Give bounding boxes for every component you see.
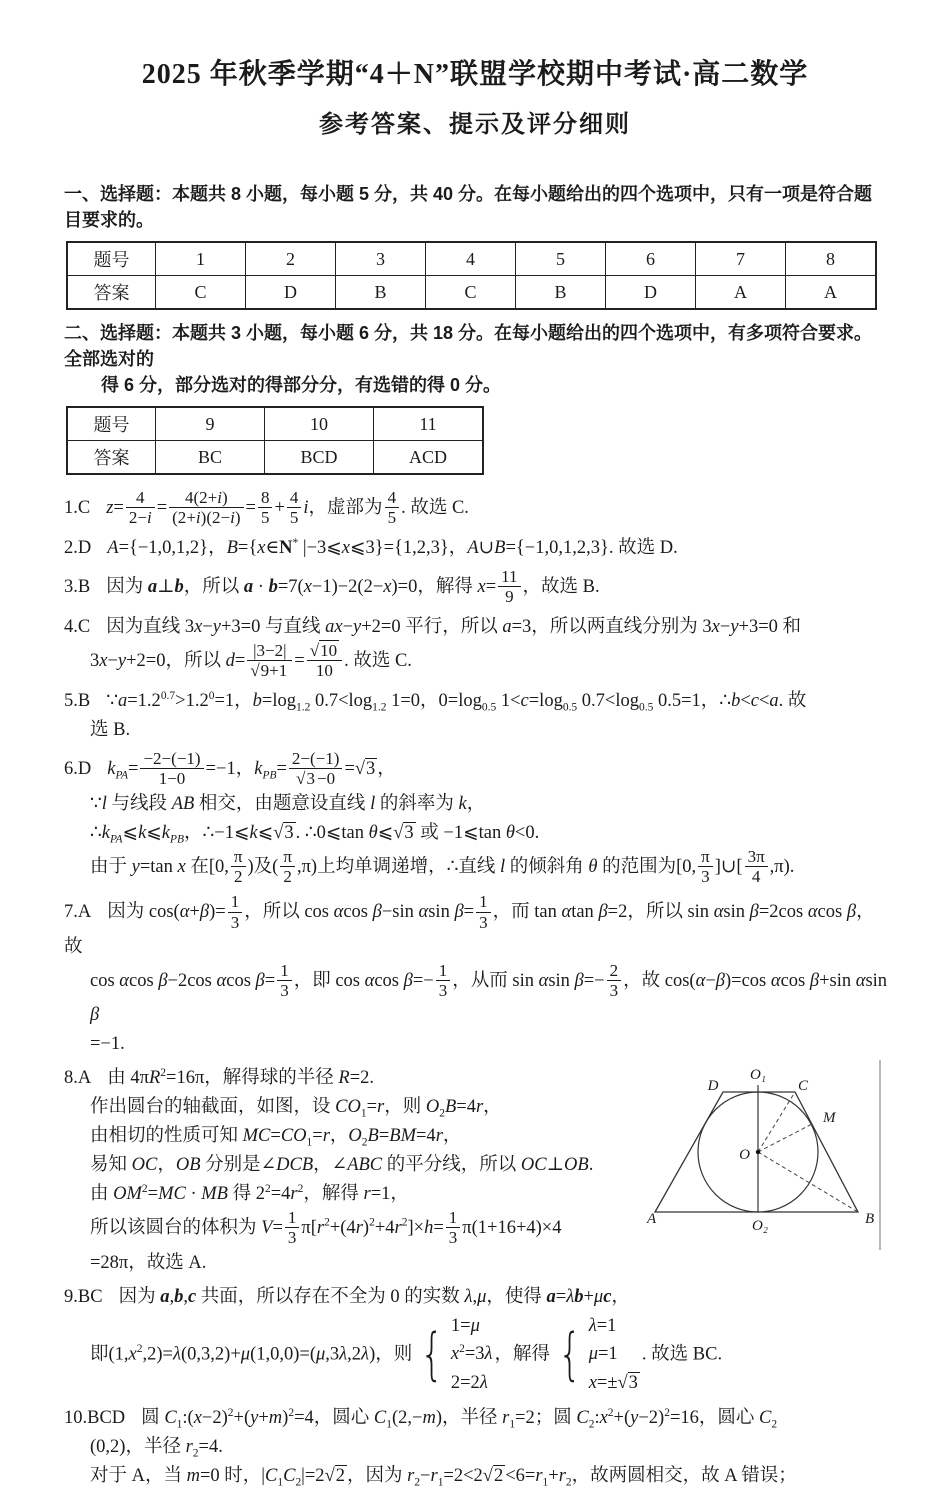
solution-line: =−1.	[90, 1033, 125, 1054]
solution-line: 由相切的性质可知 $MC=CO_1=r$，$O_2B=BM=4r$，	[90, 1125, 462, 1149]
solution-line: 因为 cos(α+β)= $\frac{1}{3}$ ，所以 cos αcos β−sin αsin β= $\frac{1}{3}$ ，而 tan αtan β=2，所以 sin αsin β=2cos αcos β，故	[64, 892, 875, 957]
question-number-cell: 5	[516, 242, 606, 276]
trapezoid-inscribed-circle-diagram	[643, 1060, 890, 1252]
question-number-cell: 8	[786, 242, 877, 276]
tangent-point-label-m: M	[823, 1109, 836, 1126]
solution-item-8	[64, 1064, 890, 1277]
solution-item-10	[64, 1404, 890, 1490]
center-point-o	[756, 1149, 760, 1153]
dashed-line-o-b	[758, 1152, 858, 1212]
solution-number: 9.BC	[64, 1286, 103, 1307]
solution-line: 因为直线 3x−y+3=0 与直线 ax−y+2=0 平行，所以 a=3，所以两直线分别为 3x−y+3=0 和	[106, 617, 802, 638]
answer-row	[67, 276, 876, 310]
solution-line: 作出圆台的轴截面，如图，设 $CO_1=r$，则 $O_2B=4r$，	[90, 1096, 502, 1120]
solution-item-5	[64, 687, 890, 744]
solution-number: 10.BCD	[64, 1407, 126, 1428]
answer-cell: D	[246, 276, 336, 310]
answer-cell: B	[336, 276, 426, 310]
answer-cell: BCD	[265, 441, 374, 475]
solution-line: cos αcos β−2cos αcos β= $\frac{1}{3}$ ，即 cos αcos β=− $\frac{1}{3}$ ，从而 sin αsin β=− $\frac{2}{3}$ ，故 cos(α−β)=cos αcos β+sin αsin β	[90, 960, 888, 1025]
dashed-line-o-c	[758, 1092, 795, 1152]
answer-table-single-choice	[66, 241, 877, 310]
solution-item-7	[64, 893, 890, 1057]
question-number-cell: 2	[246, 242, 336, 276]
solution-number: 5.B	[64, 691, 91, 712]
answer-cell: ACD	[374, 441, 484, 475]
question-number-cell: 1	[156, 242, 246, 276]
solution-number: 1.C	[64, 497, 91, 518]
answer-row	[67, 441, 483, 475]
solution-number: 7.A	[64, 902, 92, 923]
solution-item-4	[64, 613, 890, 681]
section2-heading-line1: 二、选择题：本题共 3 小题，每小题 6 分，共 18 分。在每小题给出的四个选项中，有多项符合要求。全部选对的	[64, 323, 873, 369]
solution-number: 2.D	[64, 538, 92, 559]
answer-cell: A	[696, 276, 786, 310]
solution-line: ∵l 与线段 AB 相交，由题意设直线 l 的斜率为 k，	[90, 794, 486, 815]
solution-line: 易知 OC，OB 分别是∠DCB，∠ABC 的平分线，所以 OC⊥OB.	[90, 1154, 594, 1175]
label-o2: O₂	[751, 1217, 769, 1234]
question-number-cell: 4	[426, 242, 516, 276]
solution-line: =28π，故选 A.	[90, 1252, 207, 1273]
solution-item-1	[64, 489, 890, 528]
solution-item-6	[64, 750, 890, 887]
solution-number: 4.C	[64, 617, 91, 638]
question-number-row	[67, 242, 876, 276]
solution-item-3	[64, 568, 890, 607]
exam-title: 2025 年秋季学期“4＋N”联盟学校期中考试·高二数学	[141, 59, 809, 90]
solution-item-2	[64, 534, 890, 562]
solution-line: $\therefore k_{PA}⩽k⩽k_{PB}$，∴−1⩽k⩽√3 . ∴0⩽tan θ⩽√3 或 −1⩽tan θ<0.	[90, 823, 540, 847]
solution-line: 由于 y=tan x 在[0, $\frac{\pi}{2}$ )及( $\frac{\pi}{2}$ ,π)上均单调递增，∴直线 l 的倾斜角 θ 的范围为[0, $\frac{\pi}{3}$ ]∪[ $\frac{3\pi}{4}$ ,π).	[90, 847, 795, 887]
answer-cell: C	[156, 276, 246, 310]
row-label: 答案	[67, 276, 156, 310]
answer-key-page	[0, 52, 950, 1489]
vertex-label-b: B	[865, 1210, 875, 1227]
answer-cell: D	[606, 276, 696, 310]
solution-line: 所以该圆台的体积为 V= $\frac{1}{3}$ $\pi[r^2+(4r)^2+4r^2]\times h=$ $\frac{1}{3}$ π(1+16+4)×4	[90, 1207, 562, 1247]
vertex-label-c: C	[797, 1077, 809, 1094]
solution-line: 因为 a,b,c 共面，所以存在不全为 0 的实数 λ,μ，使得 a=λb+μc，	[118, 1286, 630, 1307]
question-number-cell: 3	[336, 242, 426, 276]
answer-cell: C	[426, 276, 516, 310]
geometry-figure	[643, 1060, 890, 1252]
section1-heading: 一、选择题：本题共 8 小题，每小题 5 分，共 40 分。在每小题给出的四个选项中，只有一项是符合题目要求的。	[64, 184, 873, 230]
solution-line: 因为 a⊥b，所以 a · b=7(x−1)−2(2−x)=0，解得 x= $\frac{11}{9}$ ，故选 B.	[106, 567, 600, 607]
solution-line: $\because a=1.2^{0.7}>1.2^0=1$，$b=\log_{1.2}$ $0.7<\log_{1.2}$ 1=0，$0=\log_{0.5}$ $1<c=\log_{0.5}$ $0.7<\log_{0.5}$ 0.5=1，∴b<c<a. 故	[106, 690, 807, 714]
answer-cell: A	[786, 276, 877, 310]
question-number-cell: 11	[374, 407, 484, 441]
question-number-cell: 7	[696, 242, 786, 276]
solution-line: 圆 $C_1:(x-2)^2+(y+m)^2=4$，圆心 $C_1(2,-m)$，半径 $r_1=2$；圆 $C_2:x^2+(y-2)^2=16$，圆心 $C_2$	[141, 1406, 778, 1431]
row-label: 题号	[67, 407, 156, 441]
solution-line: z= $\frac{4}{2-i}$ = $\frac{4(2+i)}{(2+i)(2-i)}$ = $\frac{8}{5}$ + $\frac{4}{5}$ i，虚部为 $\frac{4}{5}$ . 故选 C.	[106, 488, 469, 528]
label-o1: O₁	[749, 1066, 767, 1083]
question-number-cell: 6	[606, 242, 696, 276]
answer-cell: BC	[156, 441, 265, 475]
page-content	[0, 181, 950, 1496]
answer-key-subtitle: 参考答案、提示及评分细则	[319, 111, 631, 138]
vertex-label-a: A	[647, 1210, 657, 1227]
question-number-cell: 10	[265, 407, 374, 441]
section2-heading	[64, 320, 890, 398]
row-label: 答案	[67, 441, 156, 475]
row-label: 题号	[67, 242, 156, 276]
solution-line: (0,2)，半径 $r_2=4$.	[90, 1436, 223, 1460]
answer-table-multi-choice	[66, 406, 484, 475]
question-number-row	[67, 407, 483, 441]
answer-cell: B	[516, 276, 606, 310]
center-label-o: O	[739, 1146, 750, 1163]
solution-line: $k_{PA}=$ $\frac{-2-(-1)}{1-0}$ =−1，$k_{PB}=$ $\frac{2-(-1)}{√3 -0}$ =√3 ，	[107, 749, 396, 789]
solution-line: A={−1,0,1,2}，B={x∈N* |−3⩽x⩽3}={1,2,3}，A∪B={−1,0,1,2,3}. 故选 D.	[107, 536, 678, 559]
question-number-cell: 9	[156, 407, 265, 441]
solution-line: 3x−y+2=0，所以 d= $\frac{|3-2|}{√9+1}$ = $\frac{√10}{10}$ . 故选 C.	[90, 641, 412, 681]
vertex-label-d: D	[707, 1077, 719, 1094]
solution-number: 3.B	[64, 576, 91, 597]
solution-number: 8.A	[64, 1067, 92, 1088]
solution-line: 由 $4\pi R^2=16\pi$，解得球的半径 R=2.	[107, 1066, 375, 1088]
solutions-list	[64, 489, 890, 1496]
solution-line: 由 $OM^2=MC$ · MB 得 $2^2=4r^2$，解得 r=1，	[90, 1182, 409, 1204]
solution-line: 对于 A，当 m=0 时，$|C_1C_2|=2√2$ ，因为 $r_2-r_1=2<2√2 <6=r_1+r_2$，故两圆相交，故 A 错误；	[90, 1465, 797, 1489]
solution-line: 选 B.	[90, 720, 131, 741]
section2-heading-line2: 得 6 分，部分选对的得部分分，有选错的得 0 分。	[101, 375, 502, 395]
solution-line: 即$(1,x^2,2)=\lambda(0,3,2)+\mu(1,0,0)=(\mu,3\lambda,2\lambda)$，则 { 1=μ $x^2=3\lambda$ 2=2λ ，解得 { λ=1 μ=1 x=±√3 . 故选 BC.	[90, 1315, 723, 1394]
solution-item-9	[64, 1283, 890, 1398]
solution-number: 6.D	[64, 759, 92, 780]
